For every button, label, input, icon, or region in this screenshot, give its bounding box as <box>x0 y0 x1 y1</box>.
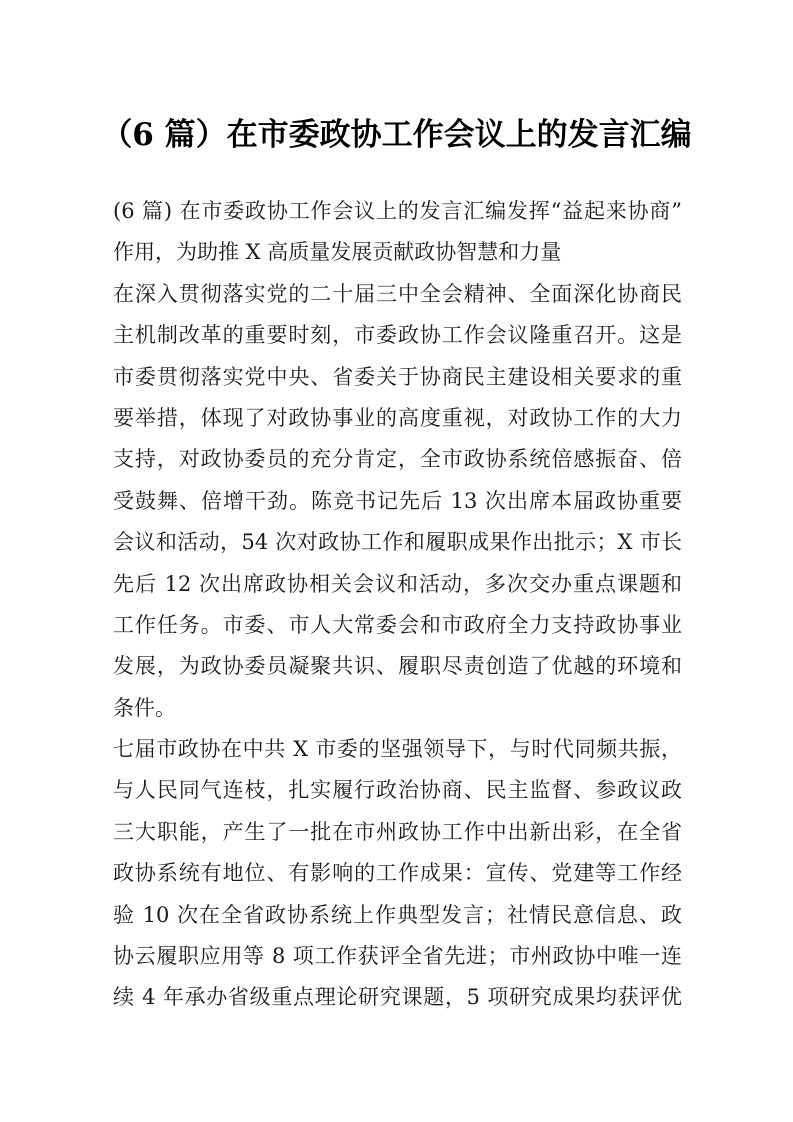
paragraph <box>113 274 682 729</box>
text-line: 七届市政协在中共 X 市委的坚强领导下，与时代同频共振， <box>113 737 682 762</box>
paragraph <box>113 191 682 274</box>
text-line: 验 10 次在全省政协系统上作典型发言；社情民意信息、政 <box>113 902 682 927</box>
text-line: 市委贯彻落实党中央、省委关于协商民主建设相关要求的重 <box>113 364 682 389</box>
text-line: 续 4 年承办省级重点理论研究课题，5 项研究成果均获评优 <box>113 985 682 1010</box>
text-line: 条件。 <box>113 695 176 720</box>
text-line: 作用，为助推 X 高质量发展贡献政协智慧和力量 <box>113 240 562 265</box>
text-line: 会议和活动，54 次对政协工作和履职成果作出批示；X 市长 <box>113 530 682 555</box>
text-line: 要举措，体现了对政协事业的高度重视，对政协工作的大力 <box>113 405 682 430</box>
paragraph <box>113 729 682 1019</box>
text-line: 政协系统有地位、有影响的工作成果：宣传、党建等工作经 <box>113 861 682 886</box>
text-line: 在深入贯彻落实党的二十届三中全会精神、全面深化协商民 <box>113 281 682 306</box>
text-line: 先后 12 次出席政协相关会议和活动，多次交办重点课题和 <box>113 571 682 596</box>
document-title: （6 篇）在市委政协工作会议上的发言汇编 <box>101 117 692 153</box>
text-line: 与人民同气连枝，扎实履行政治协商、民主监督、参政议政 <box>113 778 682 803</box>
text-line: 协云履职应用等 8 项工作获评全省先进；市州政协中唯一连 <box>113 944 682 969</box>
text-line: 主机制改革的重要时刻，市委政协工作会议隆重召开。这是 <box>113 323 682 348</box>
text-line: 发展，为政协委员凝聚共识、履职尽责创造了优越的环境和 <box>113 654 682 679</box>
text-line: (6 篇) 在市委政协工作会议上的发言汇编发挥“益起来协商” <box>113 199 682 223</box>
text-line: 受鼓舞、倍增干劲。陈竞书记先后 13 次出席本届政协重要 <box>113 488 682 513</box>
text-line: 工作任务。市委、市人大常委会和市政府全力支持政协事业 <box>113 612 682 637</box>
text-line: 三大职能，产生了一批在市州政协工作中出新出彩，在全省 <box>113 819 682 844</box>
document-body <box>113 191 682 1019</box>
text-line: 支持，对政协委员的充分肯定，全市政协系统倍感振奋、倍 <box>113 447 682 472</box>
